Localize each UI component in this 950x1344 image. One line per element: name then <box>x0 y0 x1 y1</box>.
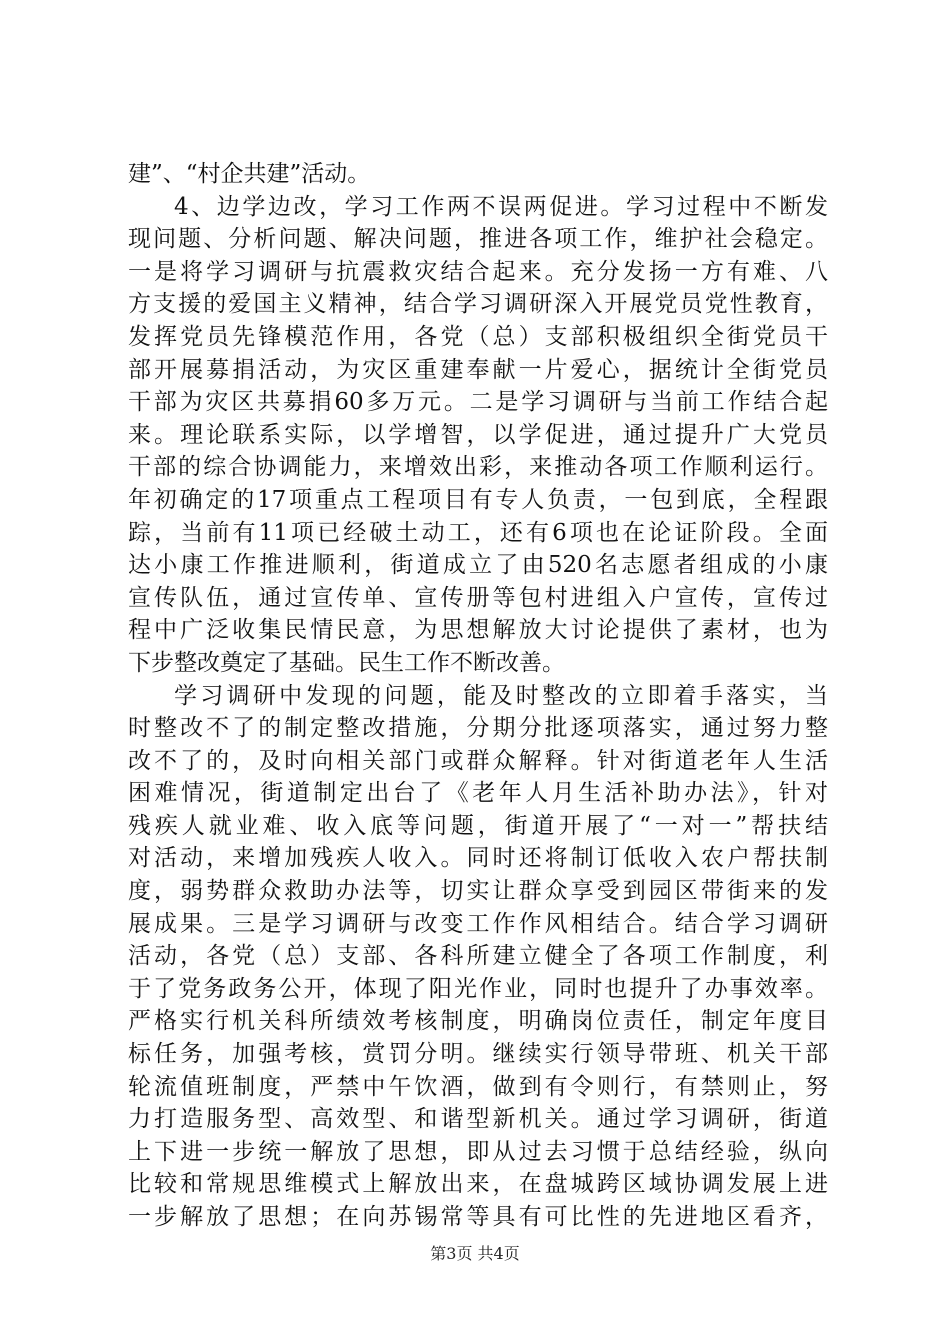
text-line: 上下进一步统一解放了思想，即从过去习惯于总结经验，纵向 <box>128 1138 828 1165</box>
text-line: 方支援的爱国主义精神，结合学习调研深入开展党员党性教育， <box>128 291 828 318</box>
document-body <box>128 158 828 1234</box>
page-footer: 第3页 共4页 <box>430 1244 520 1263</box>
paragraph-start-line: 4、边学边改，学习工作两不误两促进。学习过程中不断发 <box>174 193 828 220</box>
text-line: 于了党务政务公开，体现了阳光作业，同时也提升了办事效率。 <box>128 975 828 1002</box>
text-line: 一步解放了思想；在向苏锡常等具有可比性的先进地区看齐， <box>128 1204 828 1230</box>
text-line: 困难情况，街道制定出台了《老年人月生活补助办法》，针对 <box>128 780 828 807</box>
text-line: 达小康工作推进顺利，街道成立了由520名志愿者组成的小康 <box>128 552 828 579</box>
text-line: 发挥党员先锋模范作用，各党（总）支部积极组织全街党员干 <box>128 323 828 350</box>
text-line: 来。理论联系实际，以学增智，以学促进，通过提升广大党员 <box>128 421 828 448</box>
text-line: 宣传队伍，通过宣传单、宣传册等包村进组入户宣传，宣传过 <box>128 584 828 611</box>
text-line: 改不了的，及时向相关部门或群众解释。针对街道老年人生活 <box>128 747 828 774</box>
text-line: 展成果。三是学习调研与改变工作作风相结合。结合学习调研 <box>128 910 828 937</box>
paragraph-start-line: 学习调研中发现的问题，能及时整改的立即着手落实，当 <box>174 682 828 709</box>
text-line: 踪，当前有11项已经破土动工，还有6项也在论证阶段。全面 <box>128 519 828 546</box>
text-line: 残疾人就业难、收入底等问题，街道开展了“一对一”帮扶结 <box>128 812 828 839</box>
text-line: 对活动，来增加残疾人收入。同时还将制订低收入农户帮扶制 <box>128 845 828 872</box>
text-line: 活动，各党（总）支部、各科所建立健全了各项工作制度，利 <box>128 943 828 970</box>
text-line: 时整改不了的制定整改措施，分期分批逐项落实，通过努力整 <box>128 715 828 742</box>
text-line: 严格实行机关科所绩效考核制度，明确岗位责任，制定年度目 <box>128 1008 828 1035</box>
text-line: 度，弱势群众救助办法等，切实让群众享受到园区带街来的发 <box>128 878 828 905</box>
text-line: 干部为灾区共募捐60多万元。二是学习调研与当前工作结合起 <box>128 389 828 416</box>
text-line: 年初确定的17项重点工程项目有专人负责，一包到底，全程跟 <box>128 486 828 513</box>
text-line: 一是将学习调研与抗震救灾结合起来。充分发扬一方有难、八 <box>128 258 828 285</box>
text-line: 力打造服务型、高效型、和谐型新机关。通过学习调研，街道 <box>128 1106 828 1133</box>
text-line: 部开展募捐活动，为灾区重建奉献一片爱心，据统计全街党员 <box>128 356 828 383</box>
text-line: 比较和常规思维模式上解放出来，在盘城跨区域协调发展上进 <box>128 1171 828 1198</box>
text-line: 建”、“村企共建”活动。 <box>128 161 371 187</box>
text-line: 程中广泛收集民情民意，为思想解放大讨论提供了素材，也为 <box>128 617 828 644</box>
text-line: 轮流值班制度，严禁中午饮酒，做到有令则行，有禁则止，努 <box>128 1073 828 1100</box>
text-line: 标任务，加强考核，赏罚分明。继续实行领导带班、机关干部 <box>128 1041 828 1068</box>
text-line: 现问题、分析问题、解决问题，推进各项工作，维护社会稳定。 <box>128 226 828 253</box>
text-line: 下步整改奠定了基础。民生工作不断改善。 <box>128 649 565 676</box>
text-line: 干部的综合协调能力，来增效出彩，来推动各项工作顺利运行。 <box>128 454 828 481</box>
